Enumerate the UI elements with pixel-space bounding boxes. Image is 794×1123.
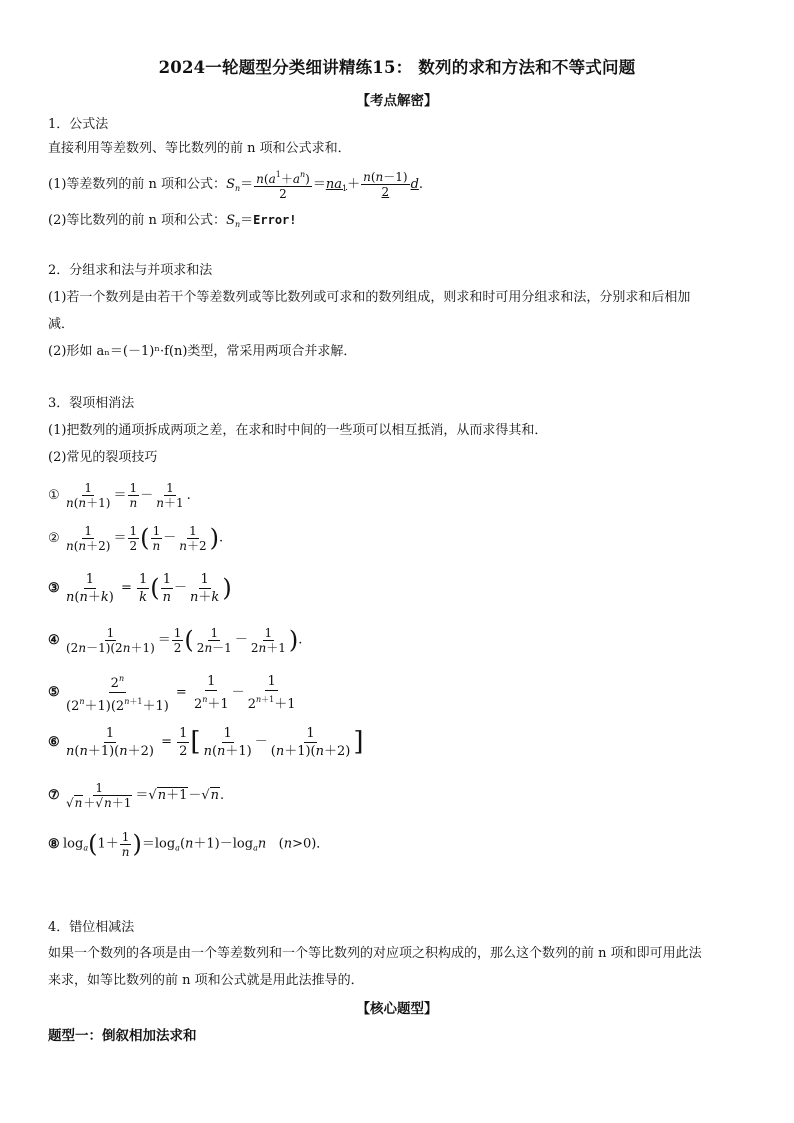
marker-8: ⑧ bbox=[48, 836, 60, 852]
section-heading-kaodian: 【考点解密】 bbox=[356, 93, 438, 109]
formula-4: ④ $\frac{1}{(2n-1)(2n+1)}$ ＝ $\frac{1}{2}$ ( $\frac{1}{2n-1}$ － $\frac{1}{2n+1}$ ). bbox=[48, 622, 302, 659]
marker-4: ④ bbox=[48, 632, 60, 648]
marker-3: ③ bbox=[48, 580, 60, 596]
marker-2: ② bbox=[48, 530, 60, 546]
formula-2: ② $\frac{1}{n(n+2)}$ ＝ $\frac{1}{2}$ ( $\frac{1}{n}$ － $\frac{1}{n+2}$ ). bbox=[48, 520, 223, 557]
s1-item1-row bbox=[48, 168, 423, 205]
formula-arith-sum: $S_n=$ $\frac{n(a^1+a^n)}{2}$ $=na_1+$ $\frac{n(n-1)}{2}$ d. bbox=[226, 170, 424, 201]
s2-p1b: 减． bbox=[48, 317, 75, 332]
document-title: 2024一轮题型分类细讲精练15： 数列的求和方法和不等式问题 bbox=[158, 58, 636, 77]
s4-p2: 来求，如等比数列的前 n 项和公式就是用此法推导的． bbox=[48, 973, 364, 988]
s3-p1: (1)把数列的通项拆成两项之差，在求和时中间的一些项可以相互抵消，从而求得其和． bbox=[48, 423, 548, 438]
marker-6: ⑥ bbox=[48, 734, 60, 750]
s2-heading: 2．分组求和法与并项求和法 bbox=[48, 263, 213, 278]
formula-7: ⑦ $\frac{1}{√n+√n+1}$ ＝√n＋1－√n. bbox=[48, 778, 224, 814]
s3-p2: (2)常见的裂项技巧 bbox=[48, 450, 158, 465]
s1-item1-label: (1)等差数列的前 n 项和公式： bbox=[48, 177, 227, 192]
marker-5: ⑤ bbox=[48, 685, 60, 700]
formula-6: ⑥ $\frac{1}{n(n+1)(n+2)}$ = $\frac{1}{2}$ [ $\frac{1}{n(n+1)}$ － $\frac{1}{(n+1)(n+2)}$ ] bbox=[48, 722, 364, 763]
formula-3: ③ $\frac{1}{n(n+k)}$ = $\frac{1}{k}$ ( $\frac{1}{n}$ － $\frac{1}{n+k}$ ) bbox=[48, 568, 232, 609]
s2-p2: (2)形如 aₙ＝(－1)ⁿ·f(n)类型，常采用两项合并求解． bbox=[48, 344, 357, 359]
section-heading-hexin: 【核心题型】 bbox=[356, 1001, 438, 1017]
s4-p1: 如果一个数列的各项是由一个等差数列和一个等比数列的对应项之积构成的，那么这个数列的前 n 项和即可用此法 bbox=[48, 946, 702, 961]
formula-8: ⑧ $\log_a(1+$ $\frac{1}{n}$ )$=\log_a(n+1)-\log_an$ (n>0)． bbox=[48, 826, 329, 867]
error-text: Error! bbox=[253, 213, 297, 227]
s1-item2-row: (2)等比数列的前 n 项和公式：$S_n=Error$! bbox=[48, 213, 297, 229]
s3-heading: 3．裂项相消法 bbox=[48, 396, 135, 411]
s1-heading: 1．公式法 bbox=[48, 117, 109, 132]
marker-1: ① bbox=[48, 488, 60, 503]
s4-heading: 4．错位相减法 bbox=[48, 920, 135, 935]
s1-intro: 直接利用等差数列、等比数列的前 n 项和公式求和． bbox=[48, 141, 351, 156]
formula-1: ① $\frac{1}{n(n+1)}$ ＝ $\frac{1}{n}$ － $\frac{1}{n+1}$ . bbox=[48, 478, 191, 514]
marker-7: ⑦ bbox=[48, 788, 60, 803]
s2-p1a: (1)若一个数列是由若干个等差数列或等比数列或可求和的数列组成，则求和时可用分组求和法，分别求和后相加 bbox=[48, 290, 691, 305]
tixing1-heading: 题型一：倒叙相加法求和 bbox=[48, 1028, 197, 1044]
s1-item2-label: (2)等比数列的前 n 项和公式： bbox=[48, 213, 227, 228]
formula-5: ⑤ $\frac{2^n}{(2^n+1)(2^{n+1}+1)}$ = $\frac{1}{2^n+1}$ － $\frac{1}{2^{n+1}+1}$ bbox=[48, 670, 299, 715]
